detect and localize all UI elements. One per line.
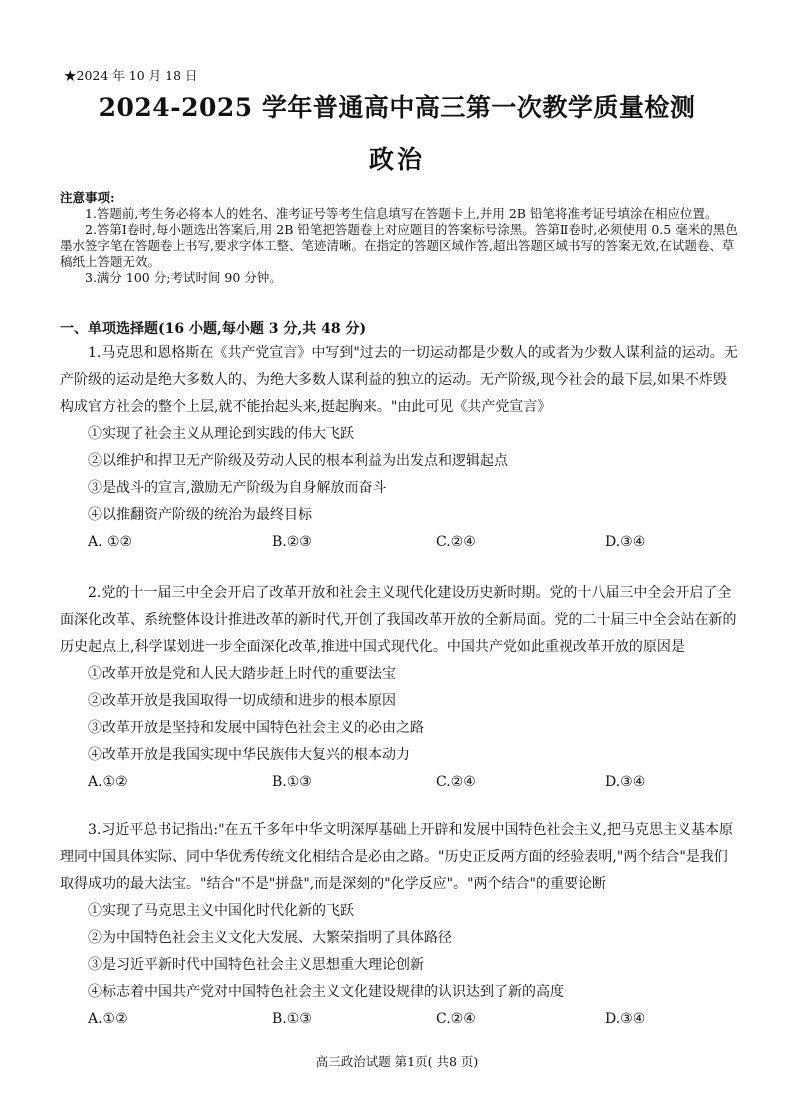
notice-item: 2.答第Ⅰ卷时,每小题选出答案后,用 2B 铅笔把答题卷上对应题目的答案标号涂黑。答第Ⅱ卷时,必须使用 0.5 毫米的黑色墨水签字笔在答题卷上书写,要求字体工整、笔迹清晰。在指定的答题区域作答,超出答题区域书写的答案无效,在试题卷、草稿纸上答题无效。 — [60, 222, 738, 269]
question-option: ①改革开放是党和人民大踏步赶上时代的重要法宝 — [88, 666, 396, 682]
answer-choices — [60, 529, 740, 556]
notice-heading: 注意事项: — [60, 190, 115, 205]
exam-title: 2024-2025 学年普通高中高三第一次教学质量检测 — [98, 93, 696, 122]
question-2 — [60, 580, 740, 796]
question-3 — [60, 817, 740, 1033]
choice-c: C.②④ — [436, 1011, 476, 1027]
question-option: ②以维护和捍卫无产阶级及劳动人民的根本利益为出发点和逻辑起点 — [88, 453, 508, 469]
question-option: ①实现了马克思主义中国化时代化新的飞跃 — [88, 903, 354, 919]
question-option: ②为中国特色社会主义文化大发展、大繁荣指明了具体路径 — [88, 930, 452, 946]
question-option: ③改革开放是坚持和发展中国特色社会主义的必由之路 — [88, 720, 424, 736]
question-1 — [60, 340, 740, 556]
answer-choices — [60, 1006, 740, 1033]
question-stem: 1.马克思和恩格斯在《共产党宣言》中写到"过去的一切运动都是少数人的或者为少数人谋利益的运动。无产阶级的运动是绝大多数人的、为绝大多数人谋利益的独立的运动。无产阶级,现今社会的最下层,如果不炸毁构成官方社会的整个上层,就不能抬起头来,挺起胸来。"由此可见《共产党宣言》 — [60, 345, 738, 415]
question-stem: 3.习近平总书记指出:"在五千多年中华文明深厚基础上开辟和发展中国特色社会主义,把马克思主义基本原理同中国具体实际、同中华优秀传统文化相结合是必由之路。"历史正反两方面的经验表明,"两个结合"是我们取得成功的最大法宝。"结合"不是"拼盘",而是深刻的"化学反应"。"两个结合"的重要论断 — [60, 822, 733, 892]
notice-item: 3.满分 100 分;考试时间 90 分钟。 — [85, 270, 282, 285]
choice-c: C.②④ — [436, 774, 476, 790]
choice-b: B.①③ — [272, 1011, 312, 1027]
question-stem: 2.党的十一届三中全会开启了改革开放和社会主义现代化建设历史新时期。党的十八届三中全会开启了全面深化改革、系统整体设计推进改革的新时代,开创了我国改革开放的全新局面。党的二十届三中全会站在新的历史起点上,科学谋划进一步全面深化改革,推进中国式现代化。中国共产党如此重视改革开放的原因是 — [60, 585, 737, 655]
exam-date: ★2024 年 10 月 18 日 — [64, 68, 198, 83]
answer-choices — [60, 769, 740, 796]
question-option: ④以推翻资产阶级的统治为最终目标 — [88, 507, 312, 523]
question-option: ③是习近平新时代中国特色社会主义思想重大理论创新 — [88, 957, 424, 973]
choice-b: B.①③ — [272, 774, 312, 790]
choice-a: A. ①② — [88, 534, 133, 550]
question-option: ①实现了社会主义从理论到实践的伟大飞跃 — [88, 426, 354, 442]
page-footer: 高三政治试题 第1页( 共8 页) — [315, 1054, 479, 1069]
question-option: ③是战斗的宣言,激励无产阶级为自身解放而奋斗 — [88, 480, 387, 496]
notice-item: 1.答题前,考生务必将本人的姓名、准考证号等考生信息填写在答题卡上,并用 2B 铅笔将准考证号填涂在相应位置。 — [85, 206, 718, 221]
notice-block — [60, 190, 740, 286]
question-option: ④标志着中国共产党对中国特色社会主义文化建设规律的认识达到了新的高度 — [88, 984, 564, 1000]
choice-a: A.①② — [88, 774, 128, 790]
exam-subject: 政治 — [368, 145, 425, 174]
choice-b: B.②③ — [272, 534, 312, 550]
choice-c: C.②④ — [436, 534, 476, 550]
choice-d: D.③④ — [605, 774, 646, 790]
question-option: ②改革开放是我国取得一切成绩和进步的根本原因 — [88, 693, 396, 709]
choice-a: A.①② — [88, 1011, 128, 1027]
choice-d: D.③④ — [605, 1011, 646, 1027]
question-option: ④改革开放是我国实现中华民族伟大复兴的根本动力 — [88, 747, 410, 763]
section-heading: 一、单项选择题(16 小题,每小题 3 分,共 48 分) — [60, 321, 367, 337]
choice-d: D.③④ — [605, 534, 646, 550]
